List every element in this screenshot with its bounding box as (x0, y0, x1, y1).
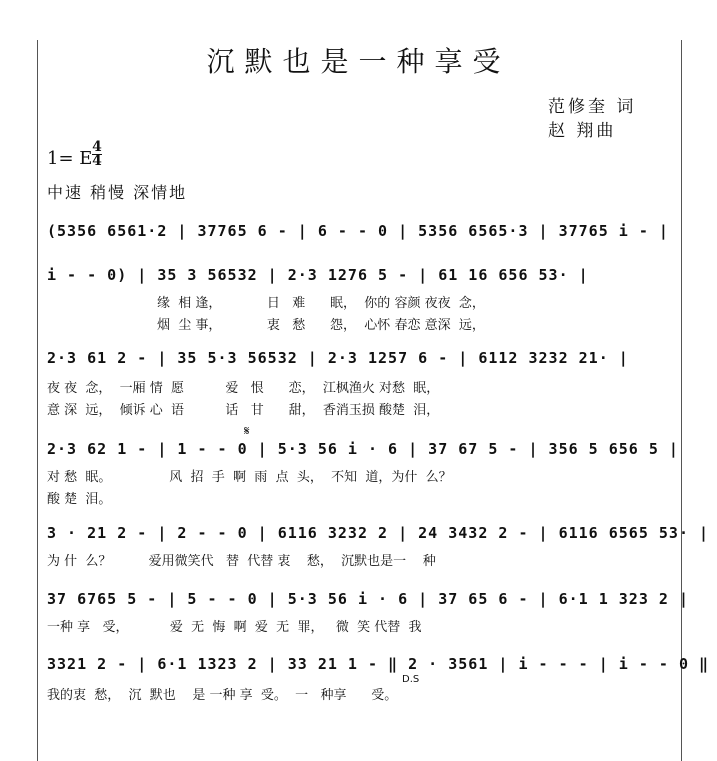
time-signature-top: 4 (92, 139, 102, 155)
lyric-line-2: 烟 尘 事， 衷 愁 怨， 心怀 春恋 意深 远， (157, 318, 485, 333)
notation-line-6: 37 6765 5 - | 5 - - 0 | 5·3 56 i · 6 | 37 65 6 - | 6·1 1 323 2 | (47, 590, 689, 608)
key-signature: 1= E (47, 148, 93, 169)
right-page-edge (681, 40, 682, 761)
tempo-marking: 中速 稍慢 深情地 (47, 183, 188, 202)
left-page-edge (37, 40, 38, 761)
composer-credit: 赵 翔曲 (548, 121, 617, 141)
notation-line-1: (5356 6561·2 | 37765 6 - | 6 - - 0 | 5356 6565·3 | 37765 i - | (47, 222, 669, 240)
notation-line-7: 3321 2 - | 6·1 1323 2 | 33 21 1 - ‖ 2 · 3561 | i - - - | i - - 0 ‖ (47, 655, 710, 673)
lyric-line-4: 意 深 远， 倾诉 心 语 话 甘 甜， 香消玉损 酸楚 泪， (47, 403, 440, 418)
ds-mark: D.S (402, 674, 420, 685)
lyric-line-9: 我的衷 愁， 沉 默也 是 一种 享 受。 一 种享 受。 (47, 688, 398, 703)
time-signature (92, 141, 102, 168)
notation-line-5: 3 · 21 2 - | 2 - - 0 | 6116 3232 2 | 24 3432 2 - | 6116 6565 53· | (47, 524, 710, 542)
lyric-line-3: 夜 夜 念， 一厢 情 愿 爱 恨 恋， 江枫渔火 对愁 眠， (47, 381, 440, 396)
lyric-line-6: 酸 楚 泪。 (47, 492, 112, 507)
notation-line-2: i - - 0) | 35 3 56532 | 2·3 1276 5 - | 61 16 656 53· | (47, 266, 589, 284)
lyricist-credit: 范修奎 词 (548, 97, 637, 117)
lyric-line-5: 对 愁 眠。 风 招 手 啊 雨 点 头， 不知 道，为什 么？ (47, 470, 452, 485)
song-title: 沉默也是一种享受 (206, 45, 511, 78)
notation-line-3: 2·3 61 2 - | 35 5·3 56532 | 2·3 1257 6 - | 6112 3232 21· | (47, 349, 629, 367)
notation-line-4: 2·3 62 1 - | 1 - - 0 | 5·3 56 i · 6 | 37 67 5 - | 356 5 656 5 | (47, 440, 679, 458)
lyric-line-7: 为 什 么？ 爱用微笑代 替 代替 衷 愁， 沉默也是一 种 (47, 554, 436, 569)
time-signature-bottom: 4 (92, 153, 102, 169)
lyric-line-1: 缘 相 逢， 日 难 眠， 你的 容颜 夜夜 念， (157, 296, 485, 311)
segno-sign: 𝄋 (244, 424, 250, 439)
lyric-line-8: 一种 享 受， 爱 无 悔 啊 爱 无 罪， 微 笑 代替 我 (47, 620, 422, 635)
